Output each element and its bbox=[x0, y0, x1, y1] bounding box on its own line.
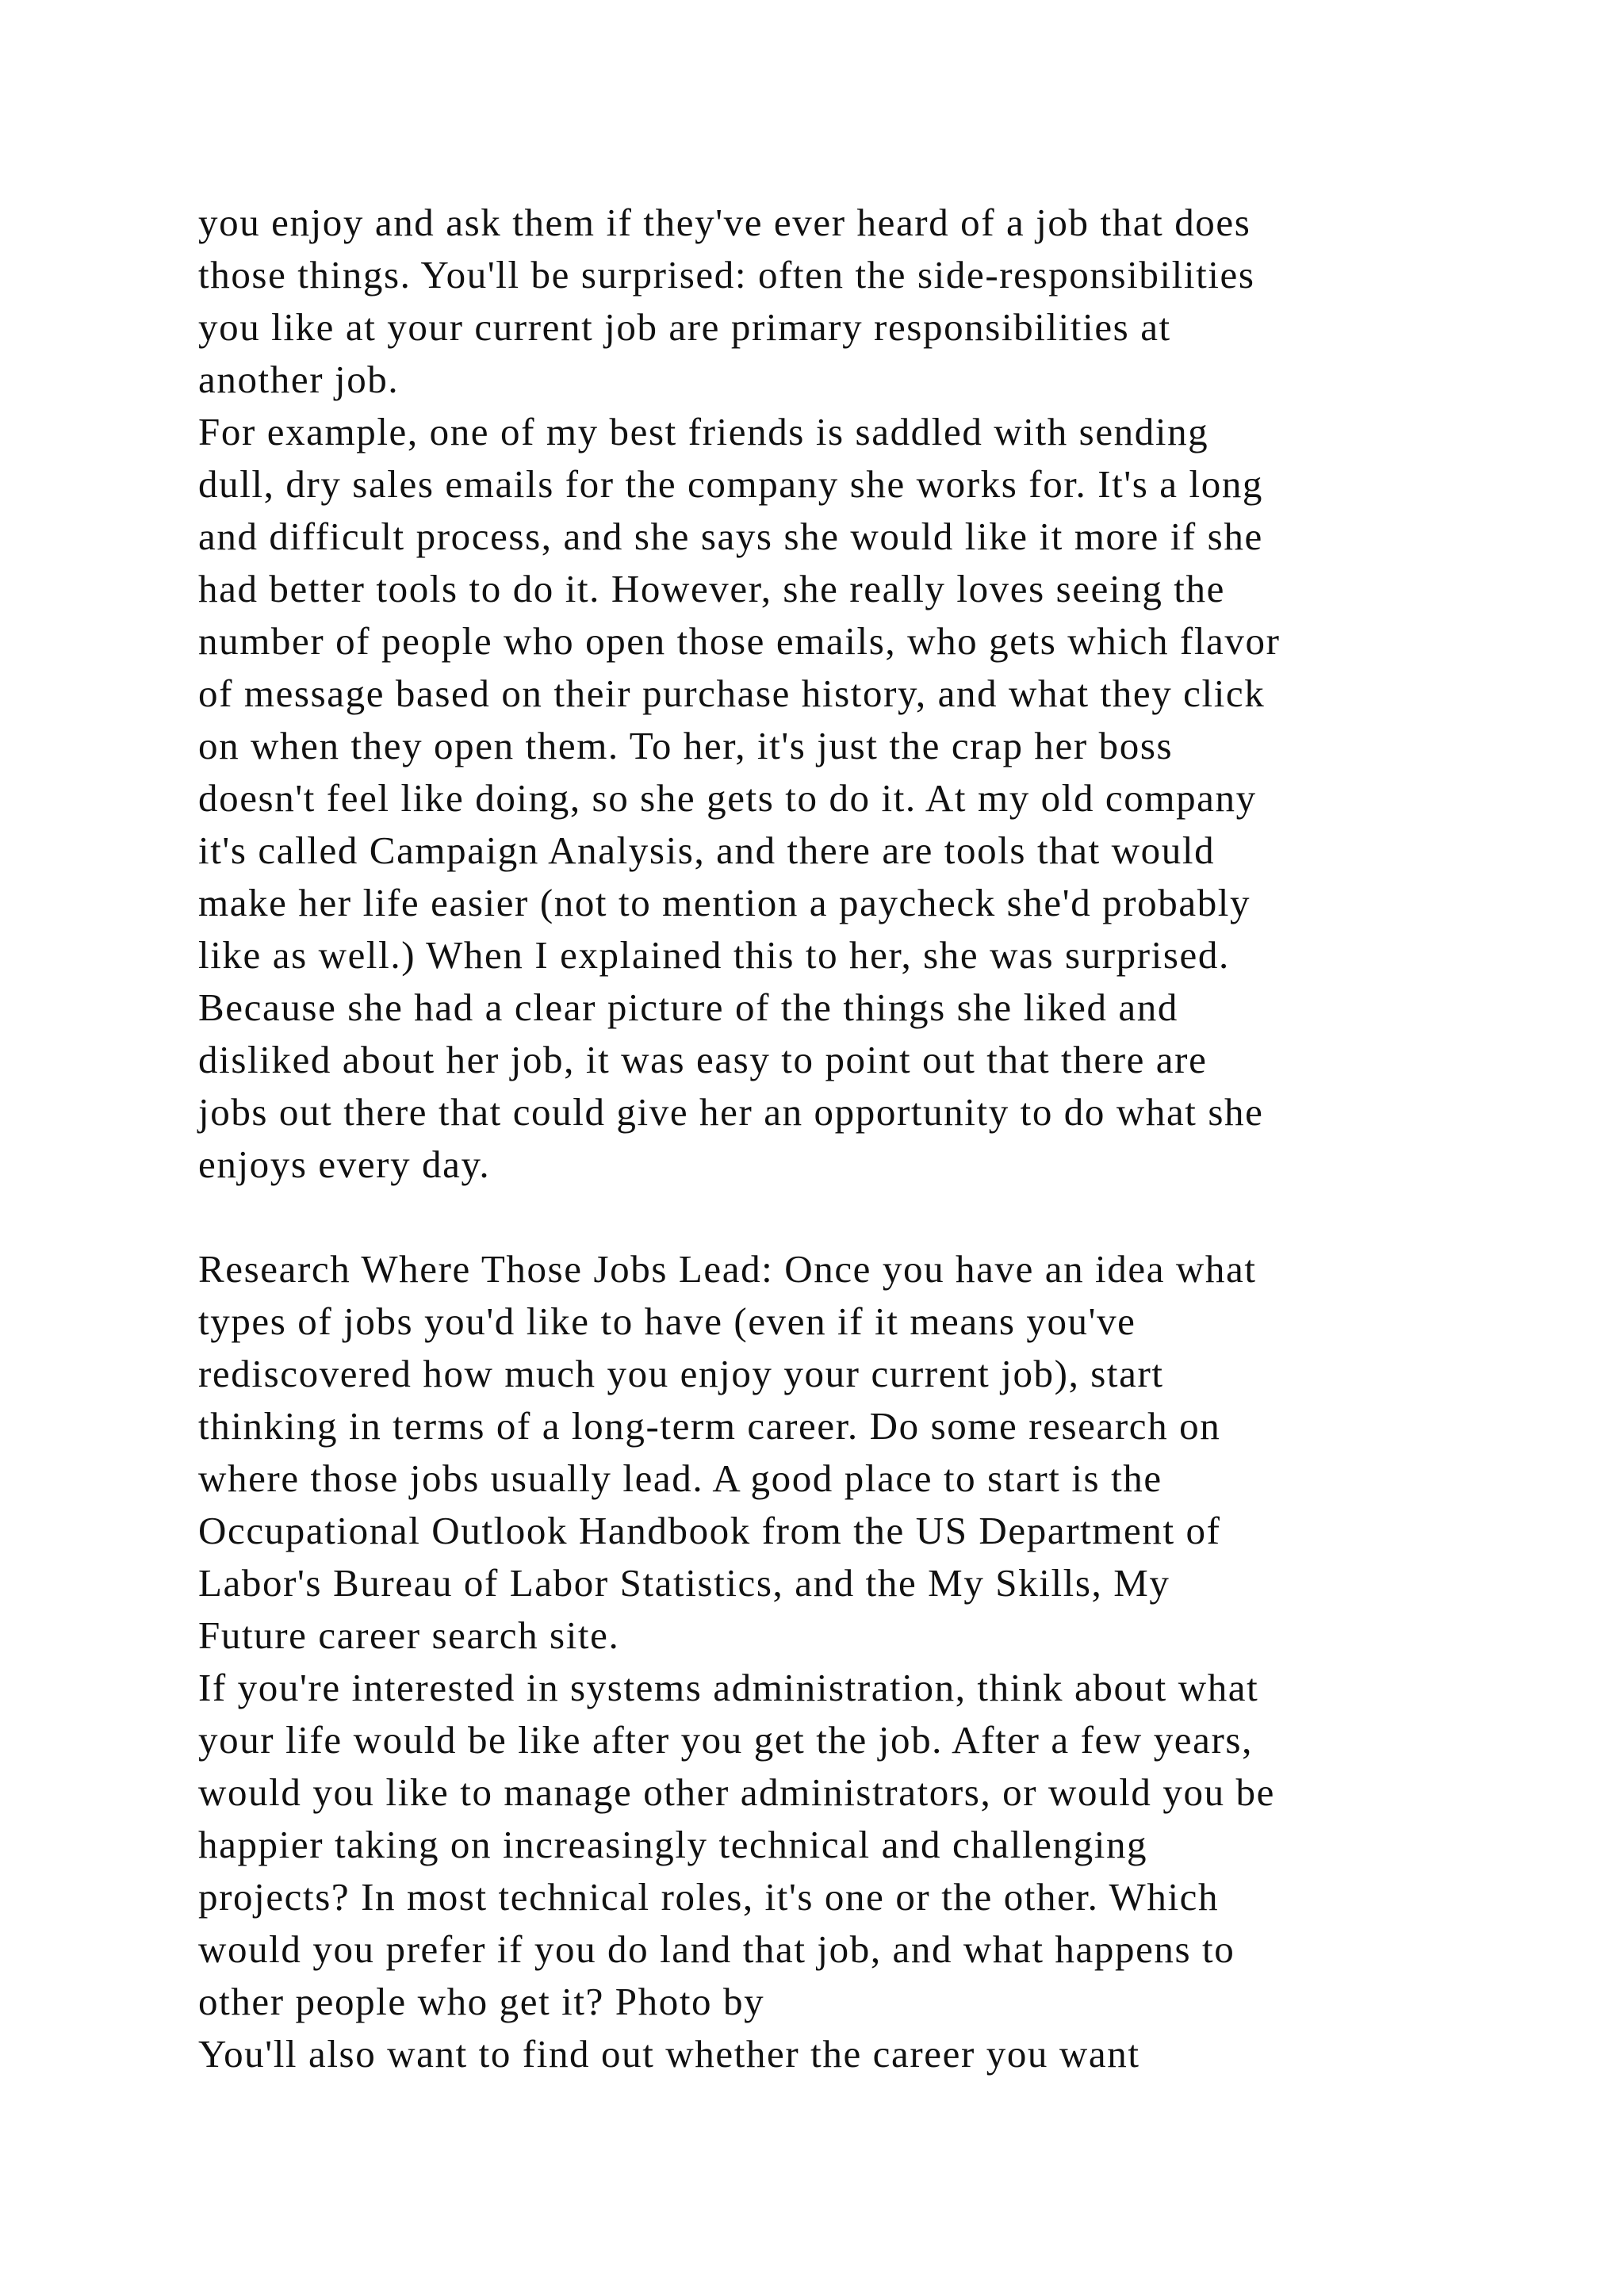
text-line: on when they open them. To her, it's just the crap her boss bbox=[198, 724, 1174, 767]
text-line: had better tools to do it. However, she really loves seeing the bbox=[198, 567, 1225, 610]
text-line: types of jobs you'd like to have (even if it means you've bbox=[198, 1299, 1136, 1343]
text-line: it's called Campaign Analysis, and there are tools that would bbox=[198, 828, 1216, 872]
text-line: happier taking on increasingly technical and challenging bbox=[198, 1823, 1148, 1866]
text-line: Research Where Those Jobs Lead: Once you have an idea what bbox=[198, 1247, 1257, 1291]
text-line: Future career search site. bbox=[198, 1613, 620, 1657]
text-line: you enjoy and ask them if they've ever heard of a job that does bbox=[198, 201, 1251, 244]
text-line: like as well.) When I explained this to her, she was surprised. bbox=[198, 933, 1230, 977]
text-line: rediscovered how much you enjoy your current job), start bbox=[198, 1352, 1164, 1395]
text-line: your life would be like after you get the job. After a few years, bbox=[198, 1718, 1253, 1762]
text-line: enjoys every day. bbox=[198, 1142, 491, 1186]
text-line: disliked about her job, it was easy to point out that there are bbox=[198, 1038, 1208, 1081]
text-line: Occupational Outlook Handbook from the US Department of bbox=[198, 1509, 1221, 1552]
text-line: of message based on their purchase history, and what they click bbox=[198, 672, 1266, 715]
text-line: those things. You'll be surprised: often the side-responsibilities bbox=[198, 253, 1255, 297]
text-line: other people who get it? Photo by bbox=[198, 1980, 765, 2023]
text-line: where those jobs usually lead. A good place to start is the bbox=[198, 1456, 1162, 1500]
text-line: would you prefer if you do land that job, and what happens to bbox=[198, 1927, 1235, 1971]
text-line: Labor's Bureau of Labor Statistics, and the My Skills, My bbox=[198, 1561, 1170, 1605]
text-line: If you're interested in systems administration, think about what bbox=[198, 1666, 1259, 1709]
text-line: doesn't feel like doing, so she gets to do it. At my old company bbox=[198, 776, 1257, 820]
text-line: For example, one of my best friends is saddled with sending bbox=[198, 410, 1209, 453]
text-line: projects? In most technical roles, it's one or the other. Which bbox=[198, 1875, 1220, 1919]
body-text bbox=[198, 197, 1499, 2080]
text-line: You'll also want to find out whether the career you want bbox=[198, 2032, 1140, 2076]
text-line: and difficult process, and she says she would like it more if she bbox=[198, 515, 1263, 558]
text-line: number of people who open those emails, who gets which flavor bbox=[198, 619, 1281, 663]
paragraph-break bbox=[198, 1191, 1499, 1243]
text-line: would you like to manage other administrators, or would you be bbox=[198, 1770, 1275, 1814]
text-line: another job. bbox=[198, 358, 400, 401]
text-line: Because she had a clear picture of the things she liked and bbox=[198, 985, 1178, 1029]
text-line: jobs out there that could give her an opportunity to do what she bbox=[198, 1090, 1264, 1134]
text-line: thinking in terms of a long-term career. Do some research on bbox=[198, 1404, 1221, 1448]
text-line: you like at your current job are primary responsibilities at bbox=[198, 305, 1171, 349]
text-line: make her life easier (not to mention a paycheck she'd probably bbox=[198, 881, 1251, 924]
text-line: dull, dry sales emails for the company she works for. It's a long bbox=[198, 462, 1264, 506]
